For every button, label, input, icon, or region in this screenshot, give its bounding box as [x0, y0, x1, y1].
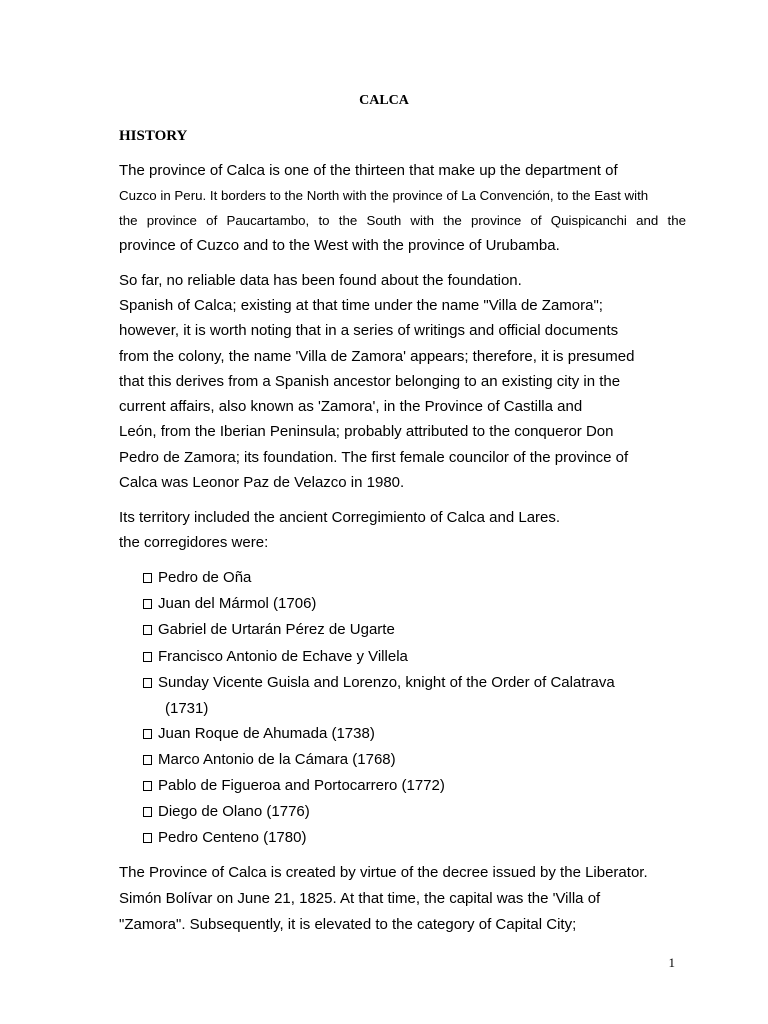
paragraph-line: however, it is worth noting that in a series of writings and official documents	[119, 322, 619, 339]
paragraph-line: Spanish of Calca; existing at that time under the name "Villa de Zamora";	[119, 297, 603, 314]
list-item-text: Pedro Centeno (1780)	[158, 829, 307, 846]
list-item-text: Francisco Antonio de Echave y Villela	[158, 648, 408, 665]
checkbox-bullet-icon	[143, 625, 152, 635]
checkbox-bullet-icon	[143, 807, 152, 817]
list-item-continuation: (1731)	[165, 700, 209, 717]
checkbox-bullet-icon	[143, 729, 152, 739]
list-item-text: Gabriel de Urtarán Pérez de Ugarte	[158, 621, 395, 638]
list-item	[143, 803, 310, 821]
list-item	[143, 725, 375, 743]
paragraph-line: The province of Calca is one of the thirteen that make up the department of	[119, 162, 618, 179]
section-heading: HISTORY	[119, 128, 188, 144]
paragraph-line: So far, no reliable data has been found about the foundation.	[119, 272, 522, 289]
paragraph-line: province of Cuzco and to the West with the province of Urubamba.	[119, 237, 560, 254]
paragraph-line: the corregidores were:	[119, 534, 269, 551]
list-item-text: Sunday Vicente Guisla and Lorenzo, knight of the Order of Calatrava	[158, 674, 615, 691]
list-item	[143, 751, 396, 769]
list-item-text: Pablo de Figueroa and Portocarrero (1772)	[158, 777, 445, 794]
paragraph-line: Simón Bolívar on June 21, 1825. At that time, the capital was the 'Villa of	[119, 890, 601, 907]
checkbox-bullet-icon	[143, 573, 152, 583]
checkbox-bullet-icon	[143, 781, 152, 791]
page-number: 1	[668, 955, 675, 970]
list-item	[143, 829, 306, 847]
paragraph-line: Pedro de Zamora; its foundation. The first female councilor of the province of	[119, 449, 629, 466]
checkbox-bullet-icon	[143, 755, 152, 765]
checkbox-bullet-icon	[143, 599, 152, 609]
list-item-text: Marco Antonio de la Cámara (1768)	[158, 751, 396, 768]
list-item-text: Diego de Olano (1776)	[158, 803, 310, 820]
document-title: CALCA	[359, 93, 409, 108]
list-item-text: Juan del Mármol (1706)	[158, 595, 317, 612]
paragraph-line: current affairs, also known as 'Zamora', in the Province of Castilla and	[119, 398, 583, 415]
list-item-text: Juan Roque de Ahumada (1738)	[158, 725, 375, 742]
paragraph-line: The Province of Calca is created by virtue of the decree issued by the Liberator.	[119, 864, 648, 881]
list-item	[143, 648, 408, 666]
paragraph-line: León, from the Iberian Peninsula; probably attributed to the conqueror Don	[119, 423, 614, 440]
checkbox-bullet-icon	[143, 678, 152, 688]
list-item	[143, 595, 316, 613]
list-item	[143, 569, 251, 587]
paragraph-line: Cuzco in Peru. It borders to the North with the province of La Convención, to the East with	[119, 188, 649, 203]
list-item	[143, 621, 395, 639]
paragraph-line: Its territory included the ancient Corregimiento of Calca and Lares.	[119, 509, 561, 526]
paragraph-line: "Zamora". Subsequently, it is elevated to the category of Capital City;	[119, 916, 577, 933]
checkbox-bullet-icon	[143, 833, 152, 843]
paragraph-line: Calca was Leonor Paz de Velazco in 1980.	[119, 474, 405, 491]
list-item-text: Pedro de Oña	[158, 569, 252, 586]
checkbox-bullet-icon	[143, 652, 152, 662]
paragraph-line: from the colony, the name 'Villa de Zamora' appears; therefore, it is presumed	[119, 348, 635, 365]
paragraph-line: that this derives from a Spanish ancestor belonging to an existing city in the	[119, 373, 621, 390]
paragraph-line: the province of Paucartambo, to the South with the province of Quispicanchi and the	[119, 213, 686, 228]
list-item	[143, 674, 615, 692]
list-item	[143, 777, 445, 795]
